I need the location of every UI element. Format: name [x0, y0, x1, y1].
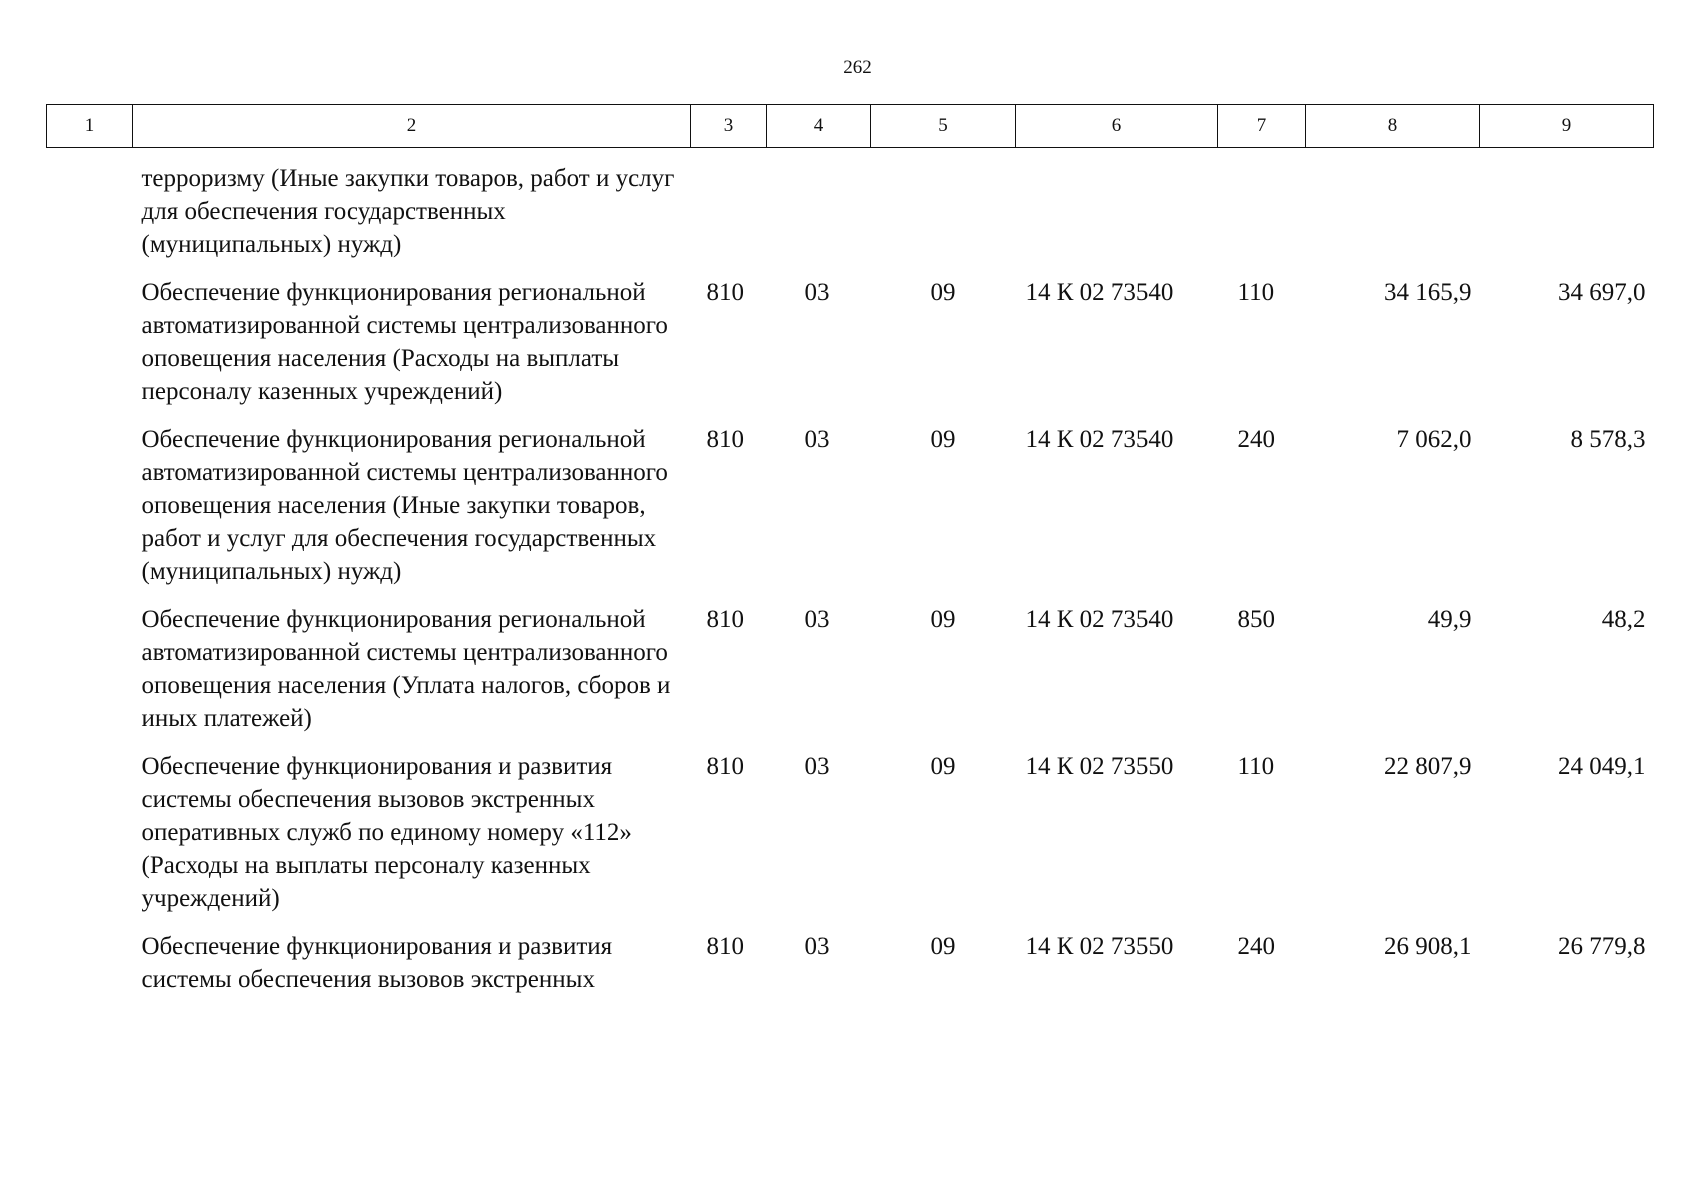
expense-name-cell: Обеспечение функционирования и развития системы обеспечения вызовов экстренных — [141, 933, 613, 993]
amount-col8-cell: 26 908,1 — [1384, 933, 1472, 960]
subsection-code-cell: 09 — [930, 279, 956, 306]
amount-col9-cell: 26 779,8 — [1558, 933, 1646, 960]
expense-name-cell: терроризму (Иные закупки товаров, работ и услуг для обеспечения государственных (муниципальных) нужд) — [141, 165, 675, 258]
table-row — [47, 588, 1654, 735]
table-row — [47, 408, 1654, 588]
budget-table — [46, 104, 1654, 996]
expense-name-cell: Обеспечение функционирования региональной автоматизированной системы централизованного оповещения населения (Уплата налогов, сборов и иных платежей) — [141, 606, 671, 732]
target-article-cell: 14 К 02 73540 — [1025, 606, 1174, 633]
column-number-header-row — [47, 105, 1654, 148]
amount-col8-cell: 22 807,9 — [1384, 753, 1472, 780]
target-article-cell: 14 К 02 73550 — [1025, 933, 1174, 960]
subsection-code-cell: 09 — [930, 606, 956, 633]
amount-col9-cell: 24 049,1 — [1558, 753, 1646, 780]
column-header: 2 — [133, 105, 691, 148]
subsection-code-cell: 09 — [930, 933, 956, 960]
target-article-cell: 14 К 02 73540 — [1025, 279, 1174, 306]
expense-type-cell: 850 — [1237, 606, 1275, 633]
table-row — [47, 148, 1654, 262]
expense-type-cell: 240 — [1237, 426, 1275, 453]
row-index-cell — [47, 735, 133, 915]
ministry-code-cell: 810 — [706, 279, 744, 306]
expense-type-cell — [1218, 148, 1306, 262]
section-code-cell — [767, 148, 871, 262]
column-header: 6 — [1016, 105, 1218, 148]
column-header: 5 — [871, 105, 1016, 148]
column-header: 8 — [1306, 105, 1480, 148]
section-code-cell: 03 — [804, 933, 830, 960]
row-index-cell — [47, 261, 133, 408]
column-header: 4 — [767, 105, 871, 148]
column-header: 9 — [1480, 105, 1654, 148]
amount-col9-cell: 48,2 — [1601, 606, 1646, 633]
column-header: 7 — [1218, 105, 1306, 148]
table-row — [47, 261, 1654, 408]
amount-col9-cell: 34 697,0 — [1558, 279, 1646, 306]
section-code-cell: 03 — [804, 606, 830, 633]
expense-type-cell: 110 — [1237, 753, 1275, 780]
amount-col8-cell: 34 165,9 — [1384, 279, 1472, 306]
section-code-cell: 03 — [804, 279, 830, 306]
subsection-code-cell: 09 — [930, 753, 956, 780]
expense-name-cell: Обеспечение функционирования региональной автоматизированной системы централизованного оповещения населения (Расходы на выплаты персоналу казенных учреждений) — [141, 279, 668, 405]
ministry-code-cell: 810 — [706, 606, 744, 633]
ministry-code-cell — [691, 148, 767, 262]
expense-name-cell: Обеспечение функционирования региональной автоматизированной системы централизованного оповещения населения (Иные закупки товаров, работ и услуг для обеспечения государственных (муниципальных) нужд) — [141, 426, 668, 585]
column-header: 3 — [691, 105, 767, 148]
amount-col8-cell: 49,9 — [1427, 606, 1472, 633]
expense-name-cell: Обеспечение функционирования и развития системы обеспечения вызовов экстренных оперативных служб по единому номеру «112» (Расходы на выплаты персоналу казенных учреждений) — [141, 753, 632, 912]
subsection-code-cell: 09 — [930, 426, 956, 453]
amount-col8-cell — [1306, 148, 1480, 262]
section-code-cell: 03 — [804, 753, 830, 780]
target-article-cell: 14 К 02 73550 — [1025, 753, 1174, 780]
expense-type-cell: 240 — [1237, 933, 1275, 960]
row-index-cell — [47, 148, 133, 262]
page-number: 262 — [843, 57, 872, 78]
table-row — [47, 735, 1654, 915]
expense-type-cell: 110 — [1237, 279, 1275, 306]
section-code-cell: 03 — [804, 426, 830, 453]
amount-col9-cell: 8 578,3 — [1570, 426, 1646, 453]
ministry-code-cell: 810 — [706, 933, 744, 960]
amount-col8-cell: 7 062,0 — [1396, 426, 1472, 453]
target-article-cell — [1016, 148, 1218, 262]
amount-col9-cell — [1480, 148, 1654, 262]
table-row — [47, 915, 1654, 996]
subsection-code-cell — [871, 148, 1016, 262]
target-article-cell: 14 К 02 73540 — [1025, 426, 1174, 453]
column-header: 1 — [47, 105, 133, 148]
row-index-cell — [47, 588, 133, 735]
ministry-code-cell: 810 — [706, 753, 744, 780]
row-index-cell — [47, 915, 133, 996]
row-index-cell — [47, 408, 133, 588]
ministry-code-cell: 810 — [706, 426, 744, 453]
